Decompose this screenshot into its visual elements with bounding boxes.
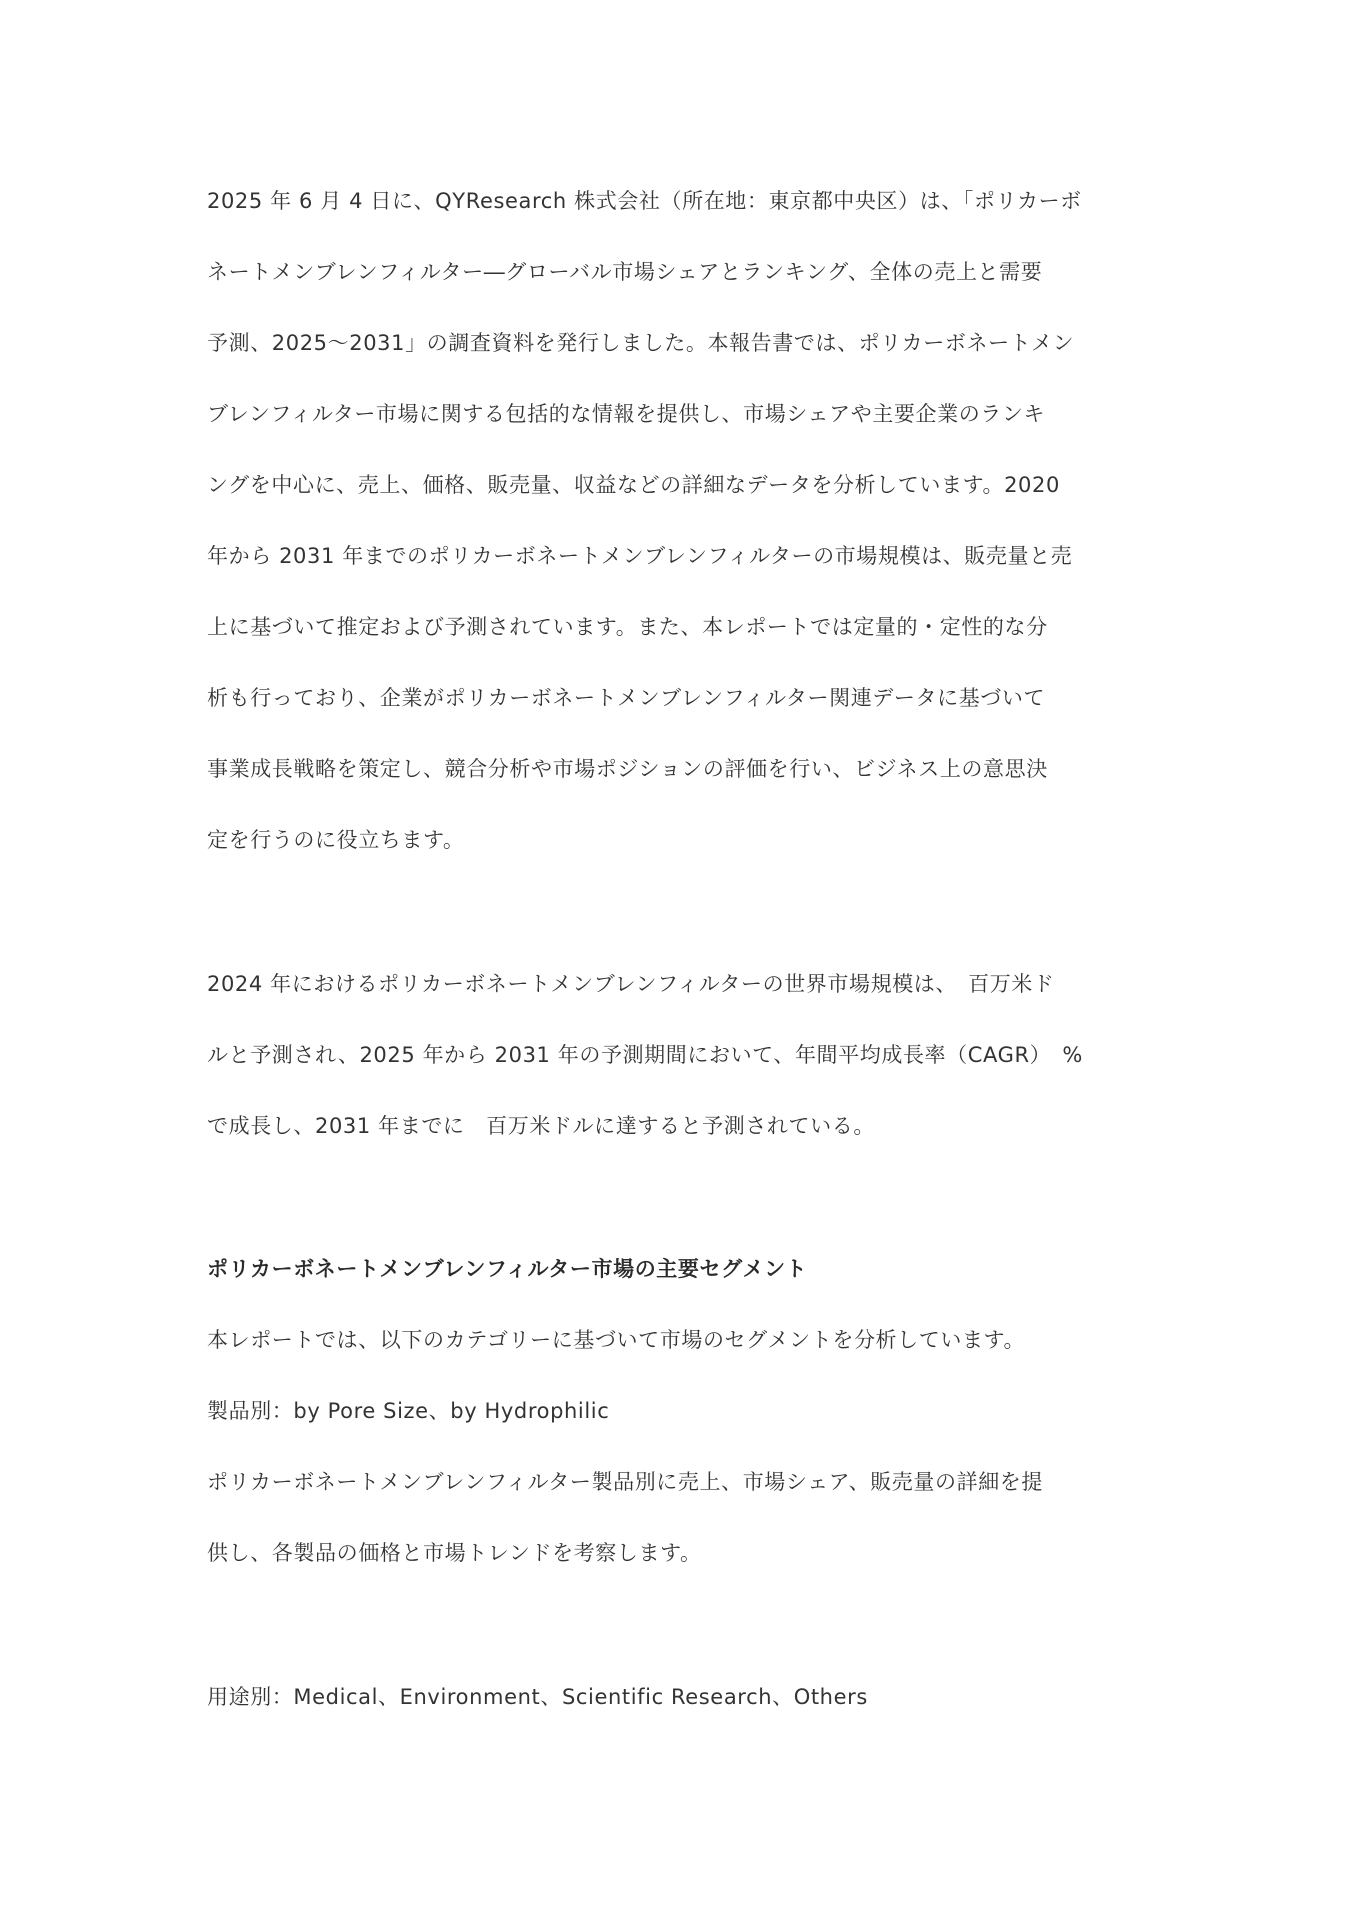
paragraph-line: 年から 2031 年までのポリカーボネートメンブレンフィルターの市場規模は、販売量と売 bbox=[207, 544, 1073, 568]
product-desc-line: ポリカーボネートメンブレンフィルター製品別に売上、市場シェア、販売量の詳細を提 bbox=[207, 1470, 1043, 1494]
section-heading: ポリカーボネートメンブレンフィルター市場の主要セグメント bbox=[207, 1257, 808, 1281]
section-intro: 本レポートでは、以下のカテゴリーに基づいて市場のセグメントを分析しています。 bbox=[207, 1328, 1026, 1352]
product-segment-label: 製品別：by Pore Size、by Hydrophilic bbox=[207, 1399, 610, 1423]
paragraph-line: 2025 年 6 月 4 日に、QYResearch 株式会社（所在地：東京都中央区）は、「ポリカーボ bbox=[207, 189, 1082, 213]
paragraph-line: ングを中心に、売上、価格、販売量、収益などの詳細なデータを分析しています。2020 bbox=[207, 473, 1060, 497]
paragraph-line: 2024 年におけるポリカーボネートメンブレンフィルターの世界市場規模は、 百万米ド bbox=[207, 972, 1055, 996]
paragraph-line: 析も行っており、企業がポリカーボネートメンブレンフィルター関連データに基づいて bbox=[207, 686, 1046, 710]
product-desc-line: 供し、各製品の価格と市場トレンドを考察します。 bbox=[207, 1541, 702, 1565]
paragraph-line: 事業成長戦略を策定し、競合分析や市場ポジションの評価を行い、ビジネス上の意思決 bbox=[207, 757, 1048, 781]
paragraph-line: 定を行うのに役立ちます。 bbox=[207, 828, 465, 852]
paragraph-line: ネートメンブレンフィルター―グローバル市場シェアとランキング、全体の売上と需要 bbox=[207, 260, 1043, 284]
application-segment-label: 用途別：Medical、Environment、Scientific Research、Others bbox=[207, 1685, 868, 1709]
paragraph-line: ブレンフィルター市場に関する包括的な情報を提供し、市場シェアや主要企業のランキ bbox=[207, 402, 1046, 426]
paragraph-line: ルと予測され、2025 年から 2031 年の予測期間において、年間平均成長率（CAGR） % bbox=[207, 1043, 1083, 1067]
paragraph-line: 予測、2025～2031」の調査資料を発行しました。本報告書では、ポリカーボネートメン bbox=[207, 331, 1075, 355]
paragraph-line: で成長し、2031 年までに 百万米ドルに達すると予測されている。 bbox=[207, 1114, 875, 1138]
paragraph-line: 上に基づいて推定および予測されています。また、本レポートでは定量的・定性的な分 bbox=[207, 615, 1048, 639]
